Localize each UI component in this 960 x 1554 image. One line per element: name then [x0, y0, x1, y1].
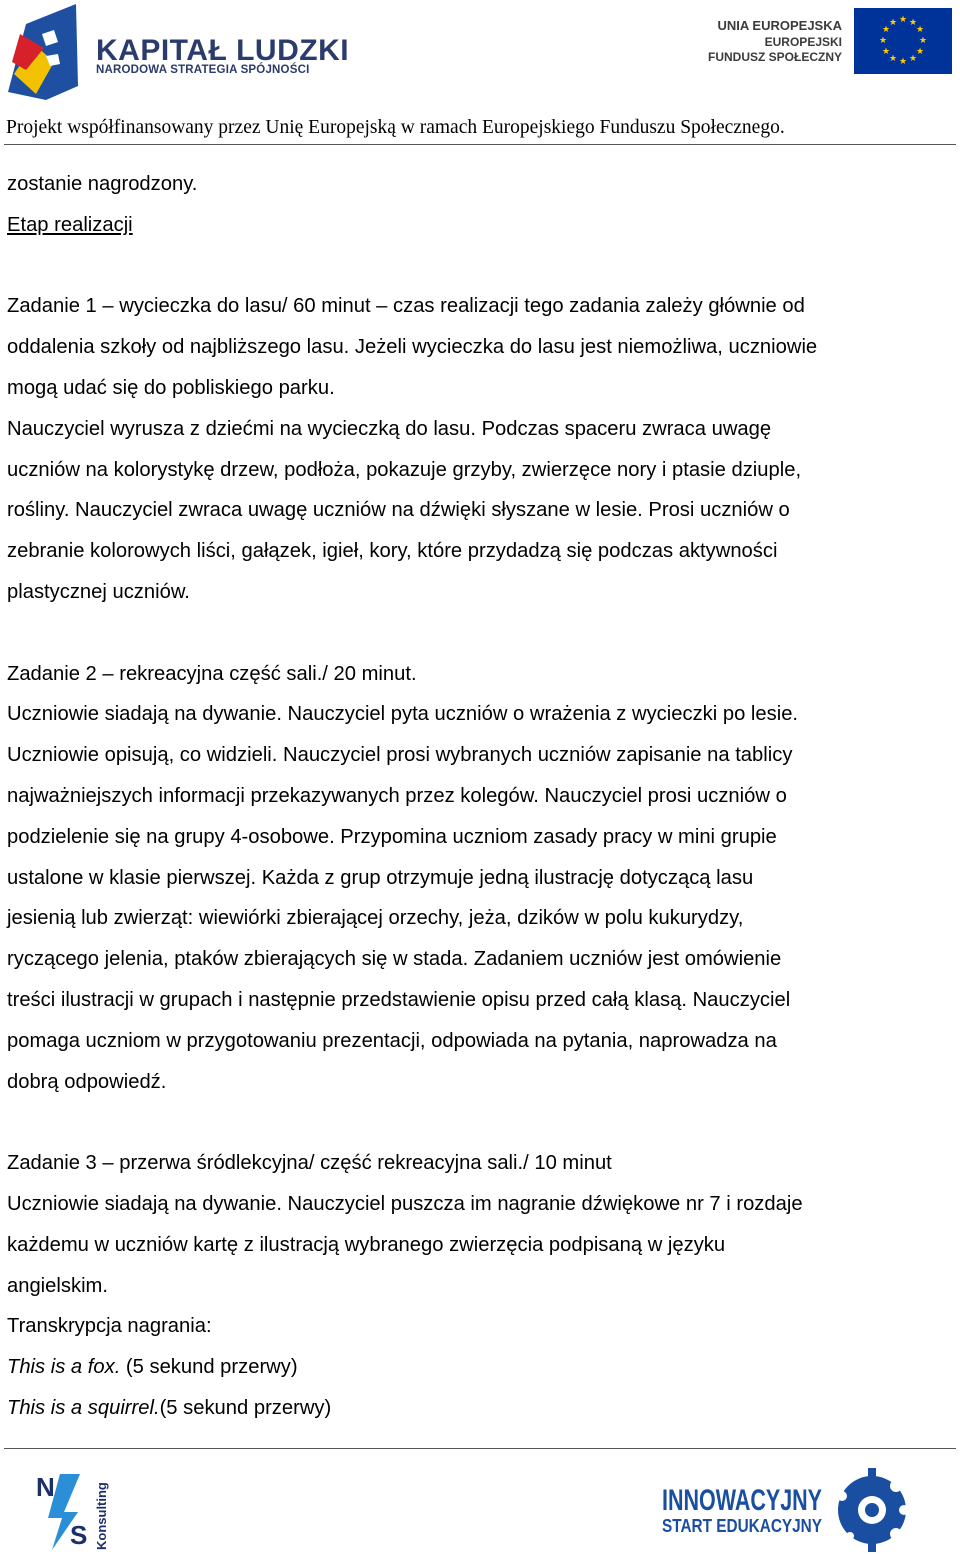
- svg-text:★: ★: [881, 25, 891, 35]
- text-line: plastycznej uczniów.: [7, 580, 190, 603]
- inn-line-2: START EDUKACYJNY: [662, 1516, 822, 1536]
- blank-line: [7, 1102, 955, 1143]
- blank-line: [7, 246, 955, 287]
- text-line: oddalenia szkoły od najbliższego lasu. Jeżeli wycieczka do lasu jest niemożliwa, uczniowie: [7, 336, 818, 359]
- blank-line: [7, 613, 955, 654]
- eu-flag-icon: [854, 8, 952, 74]
- svg-text:★: ★: [888, 18, 898, 28]
- transcript-phrase: This is a fox.: [7, 1356, 121, 1379]
- funding-statement: Projekt współfinansowany przez Unię Europejską w ramach Europejskiego Funduszu Społecznego.: [6, 117, 785, 138]
- text-line: podzielenie się na grupy 4-osobowe. Przypomina uczniom zasady pracy w mini grupie: [7, 825, 777, 848]
- text-line: Uczniowie opisują, co widzieli. Nauczyciel prosi wybranych uczniów zapisanie na tablicy: [7, 744, 793, 767]
- transcript-line: [7, 1388, 955, 1429]
- svg-text:★: ★: [898, 57, 908, 67]
- ns-letter-s: S: [70, 1520, 88, 1550]
- text-line: każdemu w uczniów kartę z ilustracją wybranego zwierzęcia podpisaną w języku: [7, 1233, 726, 1256]
- text-line: angielskim.: [7, 1274, 108, 1297]
- text-line: treści ilustracji w grupach i następnie przedstawienie opisu przed całą klasą. Nauczyciel: [7, 988, 791, 1011]
- task-1-heading: Zadanie 1 – wycieczka do lasu/ 60 minut – czas realizacji tego zadania zależy głównie od: [7, 295, 805, 318]
- document-body: [7, 164, 955, 1429]
- gear-icon: [837, 1468, 909, 1552]
- section-heading: Etap realizacji: [7, 213, 133, 236]
- svg-text:★: ★: [878, 36, 888, 46]
- kl-subtitle: NARODOWA STRATEGIA SPÓJNOŚCI: [96, 64, 310, 76]
- text-line: uczniów na kolorystykę drzew, podłoża, pokazuje grzyby, zwierzęce nory i ptasie dziuple,: [7, 458, 802, 481]
- innowacyjny-start-logo: [660, 1466, 960, 1552]
- text-line: Uczniowie siadają na dywanie. Nauczyciel puszcza im nagranie dźwiękowe nr 7 i rozdaje: [7, 1192, 803, 1215]
- text-line: mogą udać się do pobliskiego parku.: [7, 376, 335, 399]
- svg-text:★: ★: [881, 47, 891, 57]
- text-line: Nauczyciel wyrusza z dziećmi na wycieczką do lasu. Podczas spaceru zwraca uwagę: [7, 417, 772, 440]
- ns-word: Konsulting: [94, 1482, 109, 1550]
- ns-letter-n: N: [36, 1472, 55, 1502]
- text-line: najważniejszych informacji przekazywanych przez kolegów. Nauczyciel prosi uczniów o: [7, 784, 787, 807]
- eu-line-3: FUNDUSZ SPOŁECZNY: [707, 50, 842, 64]
- svg-text:★: ★: [888, 54, 898, 64]
- transcript-label: Transkrypcja nagrania:: [7, 1315, 212, 1338]
- eu-line-1: UNIA EUROPEJSKA: [717, 18, 842, 33]
- svg-text:★: ★: [918, 36, 928, 46]
- kl-title: KAPITAŁ LUDZKI: [96, 34, 350, 67]
- text-line: ustalone w klasie pierwszej. Każda z grup otrzymuje jedną ilustrację dotyczącą lasu: [7, 866, 754, 889]
- svg-text:★: ★: [915, 47, 925, 57]
- transcript-pause: (5 sekund przerwy): [159, 1396, 332, 1419]
- text-line: jesienią lub zwierząt: wiewiórki zbierającej orzechy, jeża, dzików w polu kukurydzy,: [7, 907, 744, 930]
- ns-konsulting-logo: [34, 1466, 118, 1552]
- text-line: dobrą odpowiedź.: [7, 1070, 167, 1093]
- text-line: zostanie nagrodzony.: [7, 173, 198, 195]
- text-line: zebranie kolorowych liści, gałązek, igieł, kory, które przydadzą się podczas aktywności: [7, 540, 778, 563]
- transcript-pause: (5 sekund przerwy): [120, 1356, 298, 1379]
- page-header: [0, 0, 960, 150]
- transcript-line: [7, 1347, 955, 1388]
- svg-text:★: ★: [908, 54, 918, 64]
- header-divider: [4, 144, 956, 145]
- inn-line-1: INNOWACYJNY: [662, 1484, 822, 1517]
- text-line: rośliny. Nauczyciel zwraca uwagę uczniów na dźwięki słyszane w lesie. Prosi uczniów o: [7, 499, 790, 522]
- text-line: pomaga uczniom w przygotowaniu prezentacji, odpowiada na pytania, naprowadza na: [7, 1029, 777, 1052]
- text-line: Uczniowie siadają na dywanie. Nauczyciel pyta uczniów o wrażenia z wycieczki po lesie.: [7, 703, 799, 726]
- eu-line-2: EUROPEJSKI: [764, 35, 842, 49]
- transcript-phrase: This is a squirrel.: [7, 1396, 160, 1419]
- svg-text:★: ★: [915, 25, 925, 35]
- footer-divider: [4, 1448, 956, 1449]
- svg-text:★: ★: [898, 15, 908, 25]
- task-2-heading: Zadanie 2 – rekreacyjna część sali./ 20 minut.: [7, 662, 417, 685]
- task-3-heading: Zadanie 3 – przerwa śródlekcyjna/ część rekreacyjna sali./ 10 minut: [7, 1152, 612, 1175]
- eu-logo: [700, 8, 952, 78]
- text-line: ryczącego jelenia, ptaków zbierających się w stada. Zadaniem uczniów jest omówienie: [7, 948, 782, 971]
- svg-text:★: ★: [908, 18, 918, 28]
